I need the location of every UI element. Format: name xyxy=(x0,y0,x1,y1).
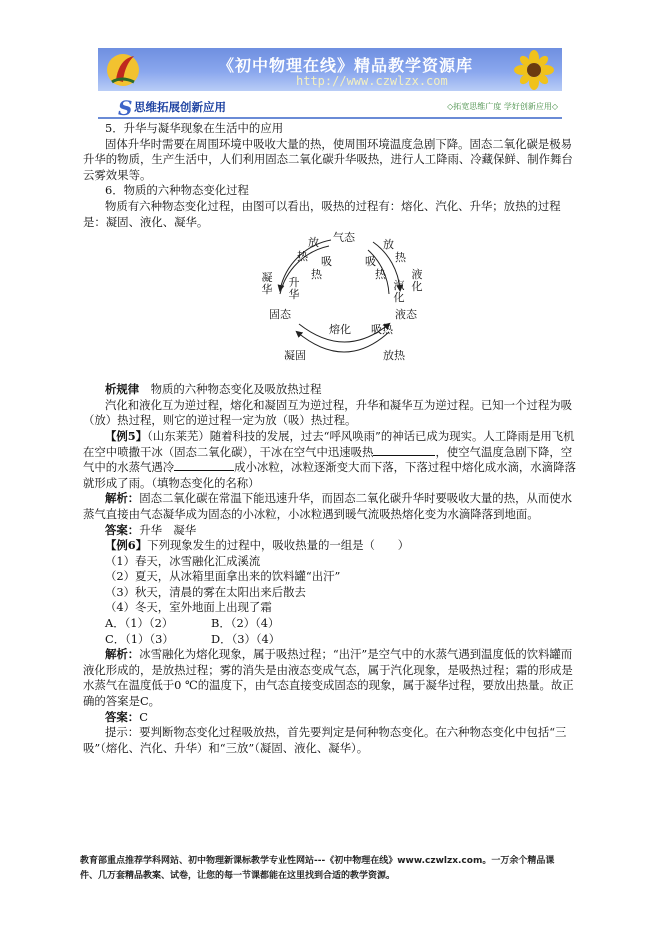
example-5-answer-text: 升华 凝华 xyxy=(139,522,197,537)
example-6 xyxy=(83,538,583,554)
banner-title: 《初中物理在线》精品教学资源库 xyxy=(218,56,474,75)
left-outer-fang: 放 xyxy=(308,236,319,250)
example-6-options-row-1 xyxy=(83,616,583,632)
rule-label: 析规律 xyxy=(105,382,140,397)
banner-url[interactable]: http://www.czwlzx.com xyxy=(296,74,448,88)
rule-line xyxy=(83,382,583,398)
section-header xyxy=(98,95,562,119)
sublimation-label: 升华 xyxy=(288,276,300,302)
option-d: D．（3）（4） xyxy=(211,631,281,646)
example-6-item-3: （3）秋天，清晨的雾在太阳出来后散去 xyxy=(105,584,306,599)
paragraph-sublimation-uses: 固体升华时需要在周围环境中吸收大量的热，使周围环境温度急剧下降。固态二氧化碳是极易升华的物质，生产生活中，人们利用固态二氧化碳升华吸热，进行人工降雨、冷藏保鲜、制作舞台云雾效果等。 xyxy=(83,136,573,182)
page-footer xyxy=(80,854,600,884)
example-6-question: 下列现象发生的过程中，吸收热量的一组是（ ） xyxy=(147,538,410,553)
section-motto: ◇拓宽思维广度 学好创新应用◇ xyxy=(447,102,558,111)
gas-state-label: 气态 xyxy=(333,231,355,245)
example-5-blank-1[interactable] xyxy=(373,445,435,456)
solid-state-label: 固态 xyxy=(269,308,291,322)
example-6-analysis xyxy=(83,647,583,709)
example-5-blank-2[interactable] xyxy=(174,460,234,471)
site-banner xyxy=(98,48,562,91)
paragraph-six-changes: 物质有六种物态变化过程，由图可以看出，吸热的过程有：熔化、汽化、升华；放热的过程是：凝固、液化、凝华。 xyxy=(83,198,561,229)
example-5-answer-label: 答案： xyxy=(105,522,140,537)
liquid-state-label: 液态 xyxy=(395,308,417,322)
phase-change-diagram xyxy=(83,232,583,380)
example-6-label: 【例6】 xyxy=(105,538,148,553)
site-logo-icon xyxy=(104,50,142,88)
example-5-text-c: 成小冰粒，冰粒逐渐变大而下落，下落过程中熔化成水滴，水滴降落就形成了雨。（填物态变化的名称） xyxy=(83,460,576,490)
bottom-absorb-label: 吸热 xyxy=(371,323,393,337)
vaporization-label: 汽化 xyxy=(393,279,405,305)
right-outer-re: 热 xyxy=(395,251,406,265)
example-6-answer-text: C xyxy=(139,709,148,724)
example-5-answer xyxy=(83,523,583,539)
liquefaction-label: 液化 xyxy=(411,268,423,294)
option-a: A．（1）（2） xyxy=(105,616,174,631)
example-6-analysis-label: 解析： xyxy=(105,647,140,662)
example-5-label: 【例5】 xyxy=(105,428,148,443)
deposition-label: 凝华 xyxy=(261,271,273,297)
left-inner-re: 热 xyxy=(311,268,322,282)
document-body xyxy=(83,121,583,756)
right-outer-fang: 放 xyxy=(383,238,394,252)
example-5-text-b: ，使空气温度急剧下降，空气中的水蒸气遇冷 xyxy=(83,444,573,475)
section-letter-icon: S xyxy=(118,96,133,120)
example-5-analysis-label: 解析： xyxy=(105,491,140,506)
section-title: 思维拓展创新应用 xyxy=(134,100,226,114)
example-6-item-2: （2）夏天，从冰箱里面拿出来的饮料罐“出汗” xyxy=(105,569,341,584)
rule-body: 汽化和液化互为逆过程，熔化和凝固互为逆过程，升华和凝华互为逆过程。已知一个过程为吸（放）热过程，则它的逆过程一定为放（吸）热过程。 xyxy=(83,397,573,428)
footer-line-1: 教育部重点推荐学科网站、初中物理新课标教学专业性网站---《初中物理在线》www.czwlzx.com。一万余个精品课 xyxy=(80,856,555,866)
melting-label: 熔化 xyxy=(329,323,351,337)
hint-paragraph: 提示：要判断物态变化过程吸放热，首先要判定是何种物态变化。在六种物态变化中包括“三吸”（熔化、汽化、升华）和“三放”（凝固、液化、凝华）。 xyxy=(83,725,567,755)
example-5 xyxy=(83,429,583,491)
example-6-answer xyxy=(83,710,583,726)
option-c: C．（1）（3） xyxy=(105,631,174,646)
heading-six-changes: 6．物质的六种物态变化过程 xyxy=(105,183,249,198)
freezing-label: 凝固 xyxy=(284,349,306,363)
rule-title: 物质的六种物态变化及吸放热过程 xyxy=(150,382,322,397)
phase-cycle-arrows xyxy=(83,232,583,380)
example-5-analysis xyxy=(83,491,583,522)
example-6-analysis-text: 冰雪融化为熔化现象，属于吸热过程；“出汗”是空气中的水蒸气遇到温度低的饮料罐而液化形成的，是放热过程；雾的消失是由液态变成气态，属于汽化现象，是吸热过程；霜的形成是水蒸气在温度低于0 ℃的温度下，由气态直接变成固态的现象，属于凝华过程，要放出热量。故正确的答案是C。 xyxy=(83,647,574,709)
left-outer-re: 热 xyxy=(297,250,308,264)
bottom-release-label: 放热 xyxy=(383,349,405,363)
example-6-options-row-2 xyxy=(83,632,583,648)
example-6-item-4: （4）冬天，室外地面上出现了霜 xyxy=(105,600,272,615)
sunflower-icon xyxy=(498,50,558,90)
example-5-text-a: （山东莱芜）随着科技的发展，过去“呼风唤雨”的神话已成为现实。人工降雨是用飞机在空中喷撒干冰（固态二氧化碳），干冰在空气中迅速吸热 xyxy=(83,428,575,459)
heading-sublimation-uses: 5．升华与凝华现象在生活中的应用 xyxy=(105,121,284,135)
example-6-item-1: （1）春天，冰雪融化汇成溪流 xyxy=(105,553,261,568)
right-inner-xi: 吸 xyxy=(365,255,376,269)
option-b: B．（2）（4） xyxy=(211,616,280,631)
footer-line-2: 件、几万套精品教案、试卷，让您的每一节课都能在这里找到合适的教学资源。 xyxy=(80,871,396,881)
right-inner-re: 热 xyxy=(375,268,386,282)
example-5-analysis-text: 固态二氧化碳在常温下能迅速升华，而固态二氧化碳升华时要吸收大量的热，从而使水蒸气直接由气态凝华成为固态的小冰粒，小冰粒遇到暖气流吸热熔化变为水滴降落到地面。 xyxy=(83,491,573,521)
left-inner-xi: 吸 xyxy=(321,255,332,269)
example-6-answer-label: 答案： xyxy=(105,709,140,724)
